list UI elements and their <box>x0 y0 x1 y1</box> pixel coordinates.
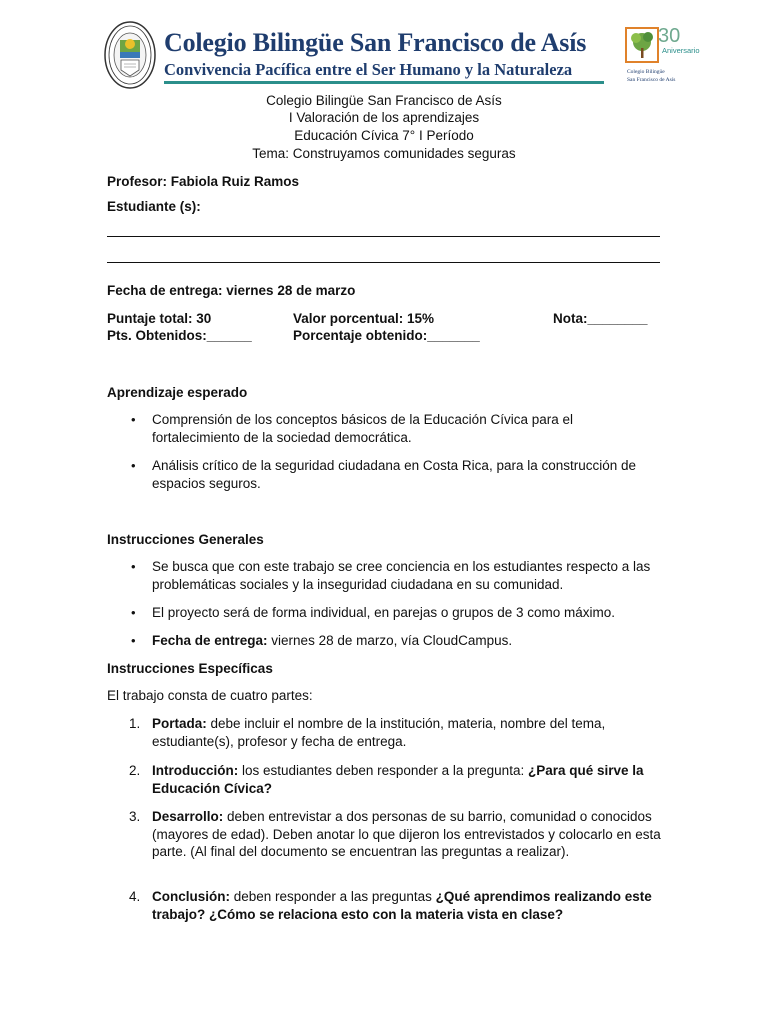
item-label: Introducción: <box>152 763 239 778</box>
bullet-icon: • <box>131 412 136 427</box>
learning-item: Comprensión de los conceptos básicos de la Educación Cívica para el fortalecimiento de la sociedad democrática. <box>152 412 573 445</box>
bullet-icon: • <box>131 605 136 620</box>
general-item: Se busca que con este trabajo se cree conciencia en los estudiantes respecto a las problemáticas sociales y la inseguridad ciudadana en su comunidad. <box>152 559 651 592</box>
learning-item: Análisis crítico de la seguridad ciudadana en Costa Rica, para la construcción de espacios seguros. <box>152 458 637 491</box>
anniversary-number: 30 <box>658 25 681 47</box>
anniversary-school-line1: Colegio Bilingüe <box>627 69 665 75</box>
specific-item-desarrollo <box>152 808 662 861</box>
specific-item-conclusion <box>152 888 662 923</box>
points-obtained-field: Pts. Obtenidos:______ <box>107 328 252 343</box>
item-text: debe incluir el nombre de la institución, materia, nombre del tema, estudiante(s), profesor y fecha de entrega. <box>152 716 606 749</box>
item-question: ¿Para qué sirve la Educación Cívica? <box>152 763 644 796</box>
due-text: viernes 28 de marzo, vía CloudCampus. <box>267 633 513 648</box>
item-text: deben entrevistar a dos personas de su barrio, comunidad o conocidos (mayores de edad). Deben anotar lo que dijeron los entrevistados y colocarlo en esta parte. (Al final del documento se encuentran las preguntas a realizar). <box>152 809 661 859</box>
grade-field: Nota:________ <box>553 311 648 326</box>
heading-subject: Educación Cívica 7° I Período <box>294 128 474 143</box>
item-text: deben responder a las preguntas <box>230 889 436 904</box>
list-number: 2. <box>129 763 141 778</box>
item-text: los estudiantes deben responder a la pregunta: <box>238 763 528 778</box>
specific-item-portada <box>152 715 662 750</box>
student-line-1[interactable] <box>107 236 660 237</box>
student-line-2[interactable] <box>107 262 660 263</box>
heading-school: Colegio Bilingüe San Francisco de Asís <box>266 93 502 108</box>
percent-value: Valor porcentual: 15% <box>293 311 435 326</box>
header-rule <box>164 81 604 84</box>
item-label: Desarrollo: <box>152 809 224 824</box>
student-label: Estudiante (s): <box>107 199 201 214</box>
general-title: Instrucciones Generales <box>107 532 264 547</box>
due-date: Fecha de entrega: viernes 28 de marzo <box>107 283 356 298</box>
specific-title: Instrucciones Específicas <box>107 661 273 676</box>
bullet-icon: • <box>131 458 136 473</box>
list-number: 4. <box>129 889 141 904</box>
bullet-icon: • <box>131 633 136 648</box>
general-item: El proyecto será de forma individual, en parejas o grupos de 3 como máximo. <box>152 605 615 620</box>
bullet-icon: • <box>131 559 136 574</box>
anniversary-logo <box>622 20 702 86</box>
anniversary-school-line2: San Francisco de Asís <box>627 77 676 83</box>
specific-item-introduccion <box>152 762 662 797</box>
school-seal-logo <box>104 20 156 90</box>
percent-obtained-field: Porcentaje obtenido:_______ <box>293 328 480 343</box>
school-name-header: Colegio Bilingüe San Francisco de Asís <box>164 28 587 57</box>
general-item-due <box>152 632 662 650</box>
specific-intro: El trabajo consta de cuatro partes: <box>107 688 313 703</box>
teacher-name: Profesor: Fabiola Ruiz Ramos <box>107 174 300 189</box>
due-label: Fecha de entrega: <box>152 633 268 648</box>
heading-topic: Tema: Construyamos comunidades seguras <box>252 146 516 161</box>
school-motto: Convivencia Pacífica entre el Ser Humano y la Naturaleza <box>164 60 573 79</box>
total-points: Puntaje total: 30 <box>107 311 212 326</box>
learning-title: Aprendizaje esperado <box>107 385 248 400</box>
heading-evaluation: I Valoración de los aprendizajes <box>288 110 480 125</box>
list-number: 3. <box>129 809 141 824</box>
anniversary-word: Aniversario <box>662 46 700 55</box>
item-label: Conclusión: <box>152 889 230 904</box>
item-label: Portada: <box>152 716 207 731</box>
item-question: ¿Qué aprendimos realizando este trabajo? ¿Cómo se relaciona esto con la materia vista en clase? <box>152 889 652 922</box>
list-number: 1. <box>129 716 141 731</box>
